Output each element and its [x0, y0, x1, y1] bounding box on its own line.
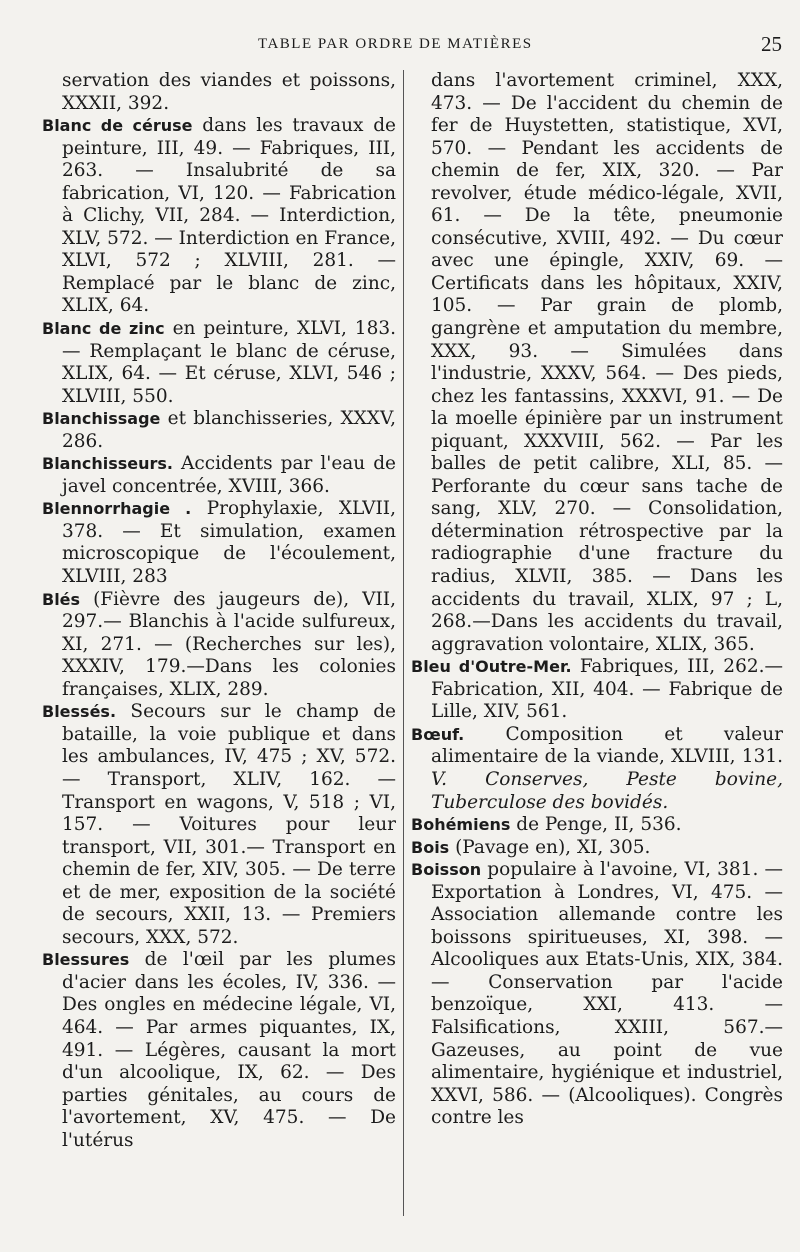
entry-headword: Boisson: [411, 860, 482, 880]
index-entry: [42, 453, 396, 498]
page-header: [0, 32, 800, 60]
entry-headword: Blanc de céruse: [42, 116, 193, 136]
entry-text: et blanchisseries, XXXV, 286.: [62, 408, 396, 452]
entry-headword: Blessures: [42, 950, 130, 970]
index-entry: [42, 701, 396, 949]
entry-headword: Blessés.: [42, 702, 117, 722]
entry-text: Prophylaxie, XLVII, 378. — Et simulation, examen microscopique de l'écoulement, XLVIII, 283: [62, 498, 396, 588]
entry-text: Secours sur le champ de bataille, la voie publique et dans les ambulances, IV, 475 ; XV, 572. — Transport, XLIV, 162. — Transport en wagons, V, 518 ; VI, 157. — Voitures pour leur transport, VII, 301.— Transport en chemin de fer, XIV, 305. — De terre et de mer, exposition de la société de secours, XXII, 13. — Premiers secours, XXX, 572.: [62, 701, 396, 948]
right-column: [411, 70, 783, 1130]
entry-text: en peinture, XLVI, 183. — Remplaçant le blanc de céruse, XLIX, 64. — Et céruse, XLVI, 546 ; XLVIII, 550.: [62, 318, 397, 407]
index-entry: [42, 318, 396, 408]
entry-text: de Penge, II, 536.: [510, 814, 682, 836]
entry-text: Accidents par l'eau de javel concentrée, XVIII, 366.: [62, 453, 396, 497]
index-entry: [411, 814, 783, 837]
entry-text: populaire à l'avoine, VI, 381. — Exportation à Londres, VI, 475. — Association allemande contre les boissons spiritueuses, XI, 398. — Alcooliques aux Etats-Unis, XIX, 384. — Conservation par l'acide benzoïque, XXI, 413. — Falsifications, XXIII, 567.— Gazeuses, au point de vue alimentaire, hygiénique et industriel, XXVI, 586. — (Alcooliques). Congrès contre les: [431, 859, 783, 1129]
entry-headword: Bohémiens: [411, 815, 511, 835]
column-divider: [403, 70, 404, 1216]
entry-text: dans l'avortement criminel, XXX, 473. — De l'accident du chemin de fer de Huystetten, statistique, XVI, 570. — Pendant les accidents de chemin de fer, XIX, 320. — Par revolver, étude médico-légale, XVII, 61. — De la tête, pneumonie consécutive, XVIII, 492. — Du cœur avec une épingle, XXIV, 69. — Certificats dans les hôpitaux, XXIV, 105. — Par grain de plomb, gangrène et amputation du membre, XXX, 93. — Simulées dans l'industrie, XXXV, 564. — Des pieds, chez les fantassins, XXXVI, 91. — De la moelle épinière par un instrument piquant, XXXVIII, 562. — Par les balles de petit calibre, XLI, 85. — Perforante du cœur sans tache de sang, XLV, 270. — Consolidation, détermination rétrospective par la radiographie d'une fracture du radius, XLVII, 385. — Dans les accidents du travail, XLIX, 97 ; L, 268.—Dans les accidents du travail, aggravation volontaire, XLIX, 365.: [431, 70, 783, 655]
entry-headword: Blanchisseurs.: [42, 454, 174, 474]
entry-text: Fabriques, III, 262.— Fabrication, XII, 404. — Fabrique de Lille, XIV, 561.: [431, 656, 783, 723]
index-entry: [42, 70, 396, 115]
index-entry: [42, 498, 396, 588]
index-entry: [411, 859, 783, 1130]
index-entry: [42, 408, 396, 453]
entry-headword: Bœuf.: [411, 724, 465, 744]
entry-text: de l'œil par les plumes d'acier dans les écoles, IV, 336. — Des ongles en médecine légale, VI, 464. — Par armes piquantes, IX, 491. — Légères, causant la mort d'un alcoolique, IX, 62. — Des parties génitales, au cours de l'avortement, XV, 475. — De l'utérus: [62, 949, 396, 1151]
index-entry: [411, 656, 783, 724]
page-number: 25: [761, 32, 782, 56]
entry-text: Composition et valeur alimentaire de la viande, XLVIII, 131.: [431, 723, 783, 768]
index-entry: [42, 115, 396, 318]
entry-text: dans les travaux de peinture, III, 49. — Fabriques, III, 263. — Insalubrité de sa fabrication, VI, 120. — Fabrication à Clichy, VII, 284. — Interdiction, XLV, 572. — Interdiction en France, XLVI, 572 ; XLVIII, 281. — Remplacé par le blanc de zinc, XLIX, 64.: [62, 115, 397, 317]
running-title: TABLE PAR ORDRE DE MATIÈRES: [258, 36, 533, 52]
entry-cross-reference: V. Conserves, Peste bovine, Tuberculose des bovidés.: [431, 768, 783, 813]
index-entry: [42, 589, 396, 702]
index-entry: [411, 837, 783, 860]
index-entry: [42, 949, 396, 1152]
entry-headword: Blanchissage: [42, 409, 161, 429]
entry-headword: Blés: [42, 589, 81, 609]
entry-headword: Blanc de zinc: [42, 319, 165, 339]
index-entry: [411, 724, 783, 814]
entry-headword: Blennorrhagie .: [42, 499, 192, 519]
index-entry: [411, 70, 783, 656]
entry-text: (Pavage en), XI, 305.: [449, 836, 651, 858]
entry-text: (Fièvre des jaugeurs de), VII, 297.— Blanchis à l'acide sulfureux, XI, 271. — (Recherches sur les), XXXIV, 179.—Dans les colonies françaises, XLIX, 289.: [62, 588, 396, 700]
left-column: [42, 70, 396, 1152]
entry-headword: Bleu d'Outre-Mer.: [411, 657, 572, 677]
entry-headword: Bois: [411, 837, 450, 857]
entry-text: servation des viandes et poissons, XXXII, 392.: [62, 70, 396, 114]
